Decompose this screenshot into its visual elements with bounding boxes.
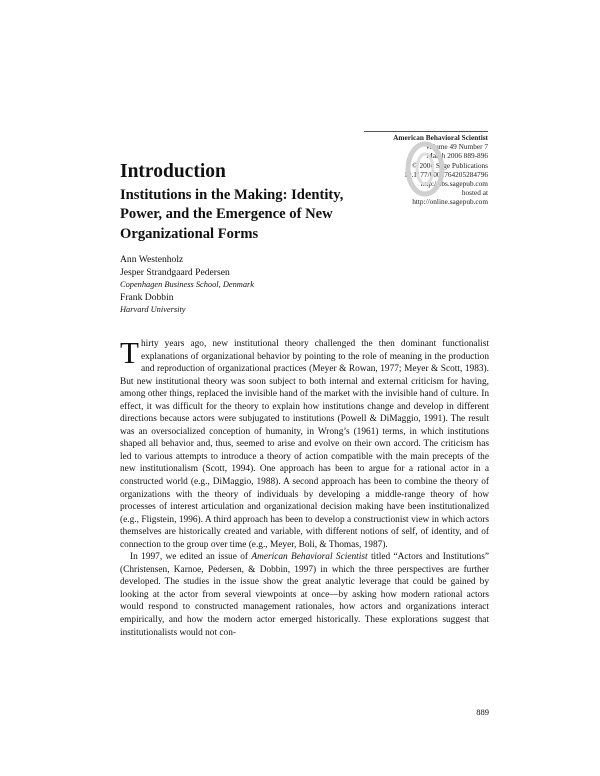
journal-name: American Behavioral Scientist [393, 133, 488, 142]
paragraph-text: hirty years ago, new institutional theory challenged the then dominant functionalist explanations of organizational behavior by pointing to the role of meaning in the production and reproduction of organizational practices (Meyer & Rowan, 1977; Meyer & Scott, 1983). But new institutional theory was soon subject to both internal and external criticism for having, among other things, replaced the invisible hand of the market with the invisible hand of culture. In effect, it was difficult for the theory to explain how institutions change and develop in different directions because actors were subjugated to institutions (Powell & DiMaggio, 1991). The result was an oversocialized conception of humanity, in Wrong’s (1961) terms, in which institutions shaped all behavior and, thus, seemed to arise and evolve on their own accord. The criticism has led to various attempts to introduce a theory of action compatible with the main precepts of the new institutionalism (Scott, 1994). One approach has been to argue for a rational actor in a constructed world (e.g., DiMaggio, 1988). A second approach has been to combine the theory of organizations with the theory of individuals by developing a middle-range theory of how processes of interest articulation and organizational decision making have been institutionalized (e.g., Fligstein, 1996). A third approach has been to develop a constructionist view in which actors themselves are historically created and variable, with different notions of self, of identity, and of connection to the group over time (e.g., Meyer, Boli, & Thomas, 1987). [120, 339, 489, 550]
author-name: Ann Westenholz [120, 254, 184, 265]
author-name: Frank Dobbin [120, 291, 174, 303]
page-number: 889 [476, 707, 489, 717]
journal-url[interactable]: http://abs.sagepub.com [420, 179, 488, 189]
author-name: Jesper Strandgaard Pedersen [120, 266, 230, 278]
paragraph-text: In 1997, we edited an issue of [130, 552, 252, 563]
author-affiliation: Harvard University [120, 305, 186, 315]
sage-watermark-icon [405, 140, 445, 198]
journal-rule [364, 131, 488, 132]
journal-date-pages: March 2006 889-896 [426, 151, 488, 161]
article-body [120, 335, 489, 639]
journal-doi: 10.1177/0002764205284796 [404, 169, 488, 179]
journal-volume: Volume 49 Number 7 [425, 142, 488, 152]
paragraph [120, 335, 489, 551]
journal-copyright: © 2006 Sage Publications [412, 160, 488, 170]
paragraph [120, 551, 489, 639]
journal-hosted-url[interactable]: http://online.sagepub.com [412, 197, 488, 207]
journal-hosted-at: hosted at [461, 188, 488, 198]
journal-citation: American Behavioral Scientist [251, 552, 368, 563]
author-affiliation: Copenhagen Business School, Denmark [120, 280, 254, 290]
paragraph-text: titled “Actors and Institutions” (Christensen, Karnoe, Pedersen, & Dobbin, 1997) in which the three perspectives are further developed. The studies in the issue show the great analytic leverage that could be gained by looking at the actor from several viewpoints at once—by asking how modern rational actors would respond to constructed management rationales, how actors and organizations interact empirically, and how the modern actor emerged historically. These explorations suggest that institutionalists would not con- [120, 552, 489, 638]
section-title: Introduction [120, 161, 226, 182]
article-title: Institutions in the Making: Identity, Power, and the Emergence of New Organizational Forms [120, 187, 344, 242]
author-block [120, 254, 254, 317]
drop-cap: T [120, 335, 139, 370]
